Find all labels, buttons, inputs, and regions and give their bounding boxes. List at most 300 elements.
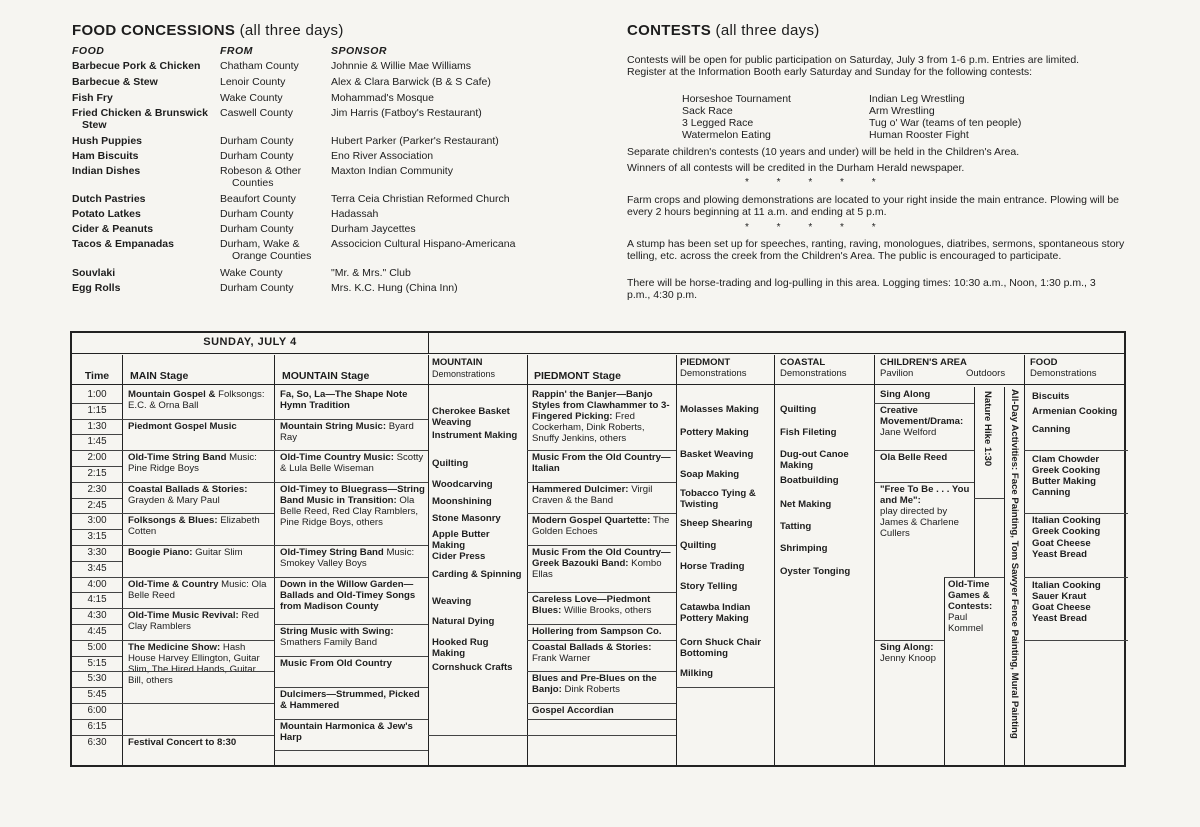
time-slot: 1:15: [87, 404, 107, 416]
children-sing-along-2-title: Sing Along:: [880, 641, 934, 653]
cell-divider: [274, 419, 428, 420]
contests-intro: Contests will be open for public participation on Saturday, July 3 from 1-6 p.m. Entries are limited. Register at the Information Booth early Saturday and Sunday for the following contests:: [627, 54, 1080, 78]
piedmont-stage-act-performers: Frank Warner: [532, 652, 591, 664]
time-slot: 3:15: [87, 531, 107, 543]
contests-children: Separate children's contests (10 years and under) will be held in the Children's Area.: [627, 146, 1020, 158]
time-row-line: [72, 419, 122, 420]
cell-divider: [274, 687, 428, 688]
contest-item: Watermelon Eating: [682, 129, 771, 141]
food-from: Durham County: [220, 135, 294, 147]
main-stage-act-title: Folksongs & Blues:: [128, 515, 218, 527]
food-demo-item: Greek Cooking: [1032, 464, 1101, 476]
cell-divider: [527, 482, 676, 483]
main-stage-act-performers: Music: Pine Ridge Boys: [128, 452, 257, 475]
mountain-demo-item: Cider Press: [432, 551, 486, 563]
piedmont-stage-act-title: Music From the Old Country—Italian: [532, 452, 671, 475]
food-name: Fried Chicken & Brunswick Stew: [72, 107, 208, 131]
time-row-line: [72, 592, 122, 593]
time-row-line: [72, 671, 122, 672]
time-row-line: [72, 687, 122, 688]
food-demo-item: Armenian Cooking: [1032, 406, 1118, 418]
mountain-stage-act-title: Mountain String Music:: [280, 420, 387, 432]
mountain-demo-item: Cherokee Basket Weaving: [432, 405, 510, 428]
main-stage-act-title: Coastal Ballads & Stories:: [128, 483, 248, 495]
food-sponsor: Jim Harris (Fatboy's Restaurant): [331, 107, 482, 119]
time-slot: 3:45: [87, 562, 107, 574]
time-row-line: [72, 450, 122, 451]
food-name: Barbecue Pork & Chicken: [72, 60, 201, 72]
time-row-line: [72, 513, 122, 514]
food-name: Barbecue & Stew: [72, 76, 158, 88]
mountain-stage-act: [280, 579, 426, 612]
mountain-stage-act-title: Old-Timey String Band: [280, 547, 384, 558]
hdr-coastal-2: Demonstrations: [780, 367, 847, 379]
cell-divider: [122, 482, 274, 483]
children-old-time-games: [948, 579, 1004, 634]
cell-divider: [274, 750, 428, 751]
time-slot: 5:45: [87, 689, 107, 701]
main-stage-act-title: Old-Time & Country: [128, 578, 219, 590]
time-slot: 2:45: [87, 499, 107, 511]
hdr-children-outdoors: Outdoors: [966, 367, 1006, 379]
children-sub-divider: [974, 387, 975, 577]
mountain-demo-item: Stone Masonry: [432, 513, 501, 525]
cell-divider: [122, 450, 274, 451]
contests-title-text: CONTESTS: [627, 22, 712, 39]
time-slot: 2:15: [87, 468, 107, 479]
cell-divider: [974, 498, 1004, 499]
cell-divider: [527, 545, 676, 546]
time-slot: 4:30: [87, 610, 107, 622]
title-divider: [72, 353, 1124, 354]
main-stage-act-performers: Guitar Slim: [195, 547, 243, 558]
food-demo-item: Butter Making: [1032, 475, 1096, 487]
piedmont-stage-act: [532, 484, 674, 506]
time-slot: 6:30: [87, 736, 107, 748]
food-demo-item: Goat Cheese: [1032, 602, 1091, 614]
time-row-line: [72, 561, 122, 562]
time-row-line: [72, 624, 122, 625]
main-stage-act-title: Piedmont Gospel Music: [128, 420, 237, 432]
mountain-stage-act-title: Down in the Willow Garden—Ballads and Old-Timey Songs from Madison County: [280, 578, 416, 612]
time-slot: 6:15: [87, 720, 107, 732]
time-row-line: [72, 703, 122, 704]
contests-title: [627, 22, 820, 39]
contests-farm: Farm crops and plowing demonstrations are located to your right inside the main entrance. Plowing will be every 2 hours beginning at 11 a.m. and ending at 5 p.m.: [627, 194, 1120, 218]
coastal-demo-item: Oyster Tonging: [780, 565, 851, 577]
cell-divider: [122, 703, 274, 704]
contest-item: Human Rooster Fight: [869, 129, 969, 141]
mountain-demo-item: Natural Dying: [432, 616, 495, 628]
mountain-stage-act: [280, 547, 426, 569]
cell-divider: [274, 624, 428, 625]
from-col-header: FROM: [220, 45, 253, 57]
mountain-demo-item: Woodcarving: [432, 478, 493, 490]
col-divider: [676, 355, 677, 765]
time-slot: 5:30: [87, 673, 107, 685]
mountain-stage-act-performers: Scotty & Lula Belle Wiseman: [280, 452, 424, 475]
mountain-stage-act: [280, 689, 426, 711]
piedmont-demo-item: Catawba Indian Pottery Making: [680, 601, 751, 624]
cell-divider: [944, 577, 1004, 578]
children-free-to-be-title: "Free To Be . . . You and Me":: [880, 483, 970, 506]
hdr-pd-demo-1: PIEDMONT: [680, 357, 731, 368]
food-name: Hush Puppies: [72, 135, 143, 147]
mountain-stage-act-performers: Ola Belle Reed, Red Clay Ramblers, Pine Ridge Boys, others: [280, 494, 419, 528]
time-row-line: [72, 498, 122, 499]
food-sponsor: Associcion Cultural Hispano-Americana: [331, 238, 516, 250]
cell-divider: [527, 624, 676, 625]
cell-divider: [874, 450, 974, 451]
hdr-coastal-1: COASTAL: [780, 357, 826, 368]
mountain-stage-act-performers: Music: Smokey Valley Boys: [280, 547, 415, 569]
coastal-demo-item: Tatting: [780, 521, 812, 533]
time-row-line: [72, 482, 122, 483]
cell-divider: [1024, 577, 1128, 578]
piedmont-stage-act: [532, 642, 674, 664]
mountain-stage-act: [280, 421, 426, 443]
coastal-demo-item: Net Making: [780, 499, 832, 511]
piedmont-stage-act-title: Hammered Dulcimer:: [532, 483, 629, 495]
piedmont-stage-act: [532, 673, 674, 695]
cell-divider: [122, 577, 274, 578]
mountain-demo-item: Instrument Making: [432, 429, 518, 441]
piedmont-demo-item: Horse Trading: [680, 560, 745, 572]
children-sing-along-title: Sing Along: [880, 389, 931, 400]
cell-divider: [274, 545, 428, 546]
schedule-table: [70, 331, 1126, 767]
cell-divider: [527, 671, 676, 672]
children-creative-title: Creative Movement/Drama:: [880, 404, 964, 427]
food-from: Robeson & Other Counties: [220, 165, 302, 189]
hdr-children-pavilion: Pavilion: [880, 367, 914, 379]
col-divider: [1024, 355, 1025, 765]
piedmont-stage-act-title: Careless Love—Piedmont Blues:: [532, 594, 651, 617]
food-demo-item: Sauer Kraut: [1032, 591, 1087, 603]
cell-divider: [1024, 640, 1128, 641]
food-sponsor: Hubert Parker (Parker's Restaurant): [331, 135, 499, 147]
cell-divider: [874, 640, 944, 641]
cell-divider: [122, 640, 274, 641]
main-stage-act-performers: Hash House Harvey Ellington, Guitar Slim, The Hired Hands, Guitar Bill, others: [128, 641, 260, 686]
mountain-demo-item: Apple Butter Making: [432, 529, 490, 552]
food-title-sub: (all three days): [239, 22, 344, 39]
piedmont-stage-act: [532, 547, 674, 580]
mountain-stage-act-title: Fa, So, La—The Shape Note Hymn Tradition: [280, 389, 408, 411]
contests-stump: A stump has been set up for speeches, ranting, raving, monologues, diatribes, sermons, spontaneous story telling, etc. across the creek from the Children's Area. The public is encouraged to participate.: [627, 238, 1125, 262]
piedmont-stage-act: [532, 452, 674, 474]
food-demo-item: Italian Cooking: [1032, 580, 1101, 592]
mountain-stage-act-title: Old-Time Country Music:: [280, 452, 394, 464]
mountain-stage-act: [280, 452, 426, 474]
piedmont-stage-act: [532, 626, 674, 637]
food-sponsor: Eno River Association: [331, 150, 434, 162]
time-slot: 6:00: [87, 705, 107, 716]
cell-divider: [527, 735, 676, 736]
mountain-stage-act: [280, 721, 426, 743]
food-from: Beaufort County: [220, 193, 296, 205]
cell-divider: [122, 735, 274, 736]
food-sponsor: Johnnie & Willie Mae Williams: [331, 60, 472, 72]
main-stage-act-title: Old-Time Music Revival:: [128, 610, 239, 622]
piedmont-demo-item: Pottery Making: [680, 426, 749, 438]
cell-divider: [274, 482, 428, 483]
hdr-food-2: Demonstrations: [1030, 367, 1097, 379]
contests-title-sub: (all three days): [715, 22, 820, 39]
time-row-line: [72, 640, 122, 641]
time-slot: 4:00: [87, 578, 107, 590]
food-name: Cider & Peanuts: [72, 223, 154, 235]
piedmont-stage-act-performers: Kombo Ellas: [532, 558, 662, 580]
time-row-line: [72, 719, 122, 720]
cell-divider: [274, 719, 428, 720]
piedmont-stage-act-title: Blues and Pre-Blues on the Banjo:: [532, 673, 657, 696]
main-stage-act: [128, 389, 272, 411]
hdr-mtn-demo-1: MOUNTAIN: [432, 357, 483, 368]
cell-divider: [527, 592, 676, 593]
main-stage-act-title: Festival Concert to 8:30: [128, 736, 237, 748]
children-sub-divider: [944, 577, 945, 765]
food-from: Durham County: [220, 282, 294, 294]
mountain-stage-act-performers: Byard Ray: [280, 420, 414, 443]
cell-divider: [1024, 513, 1128, 514]
time-slot: 4:45: [87, 626, 107, 637]
hdr-time: Time: [84, 370, 110, 382]
food-name: Indian Dishes: [72, 165, 141, 177]
main-stage-act: [128, 737, 272, 748]
piedmont-stage-act-performers: Fred Cockerham, Dink Roberts, Snuffy Jenkins, others: [532, 411, 645, 444]
contests-list-right: [869, 93, 1119, 141]
piedmont-stage-act-performers: The Golden Echoes: [532, 515, 670, 538]
cell-divider: [122, 608, 274, 609]
contest-item: Sack Race: [682, 105, 733, 117]
children-free-to-be: [880, 484, 972, 539]
mountain-stage-act-performers: Smathers Family Band: [280, 637, 378, 648]
mountain-stage-act-title: String Music with Swing:: [280, 626, 394, 637]
children-creative: [880, 405, 972, 438]
piedmont-stage-act-title: Gospel Accordian: [532, 705, 614, 716]
mountain-stage-act: [280, 389, 426, 411]
food-demo-item: Yeast Bread: [1032, 613, 1087, 625]
hdr-children: [880, 358, 1022, 379]
piedmont-stage-act-performers: Dink Roberts: [564, 684, 620, 696]
mountain-stage-act-title: Old-Timey to Bluegrass—String Band Music in Transition:: [280, 483, 425, 506]
main-stage-act-title: Boogie Piano:: [128, 547, 193, 558]
col-divider: [274, 355, 275, 765]
piedmont-stage-act: [532, 515, 674, 537]
children-free-to-be-who: play directed by James & Charlene Cullers: [880, 505, 959, 539]
contests-list-left: [682, 93, 862, 141]
hdr-mountain: MOUNTAIN Stage: [282, 370, 370, 382]
piedmont-stage-act: [532, 594, 674, 616]
children-old-time-games-title: Old-Time Games & Contests:: [948, 578, 993, 612]
main-stage-act: [128, 421, 272, 432]
main-stage-act: [128, 579, 272, 601]
contest-item: 3 Legged Race: [682, 117, 754, 129]
hdr-piedmont: PIEDMONT Stage: [534, 370, 621, 382]
food-name: Ham Biscuits: [72, 150, 139, 162]
cell-divider: [676, 687, 774, 688]
mountain-demo-item: Hooked Rug Making: [432, 636, 489, 659]
time-row-line: [72, 403, 122, 404]
mountain-stage-act: [280, 658, 426, 669]
cell-divider: [527, 450, 676, 451]
hdr-pd-demo-2: Demonstrations: [680, 367, 747, 379]
mountain-demo-item: Moonshining: [432, 496, 492, 508]
time-slot: 4:15: [87, 594, 107, 606]
hdr-children-1: CHILDREN'S AREA: [880, 357, 967, 368]
cell-divider: [122, 419, 274, 420]
food-sponsor: Alex & Clara Barwick (B & S Cafe): [331, 76, 491, 88]
time-row-line: [72, 545, 122, 546]
food-sponsor: Hadassah: [331, 208, 379, 220]
food-demo-item: Biscuits: [1032, 390, 1070, 402]
time-slot: 2:00: [87, 452, 107, 464]
main-stage-act: [128, 515, 272, 537]
children-ola-belle: [880, 452, 972, 463]
time-row-line: [72, 735, 122, 736]
mountain-stage-act-title: Music From Old Country: [280, 657, 392, 669]
time-row-line: [72, 608, 122, 609]
main-stage-act: [128, 642, 272, 686]
hdr-mtn-demo-2: Demonstrations: [432, 368, 496, 379]
hdr-pd-demo: [680, 358, 747, 379]
piedmont-stage-act: [532, 705, 674, 716]
star-divider: * * * * *: [745, 222, 876, 233]
main-stage-act: [128, 484, 272, 506]
children-sub-divider: [1004, 387, 1005, 765]
piedmont-stage-act-title: Rappin' the Banjer—Banjo Styles from Clawhammer to 3-Fingered Picking:: [532, 389, 670, 422]
cell-divider: [274, 577, 428, 578]
food-from: Durham County: [220, 208, 294, 220]
hdr-food: [1030, 358, 1097, 379]
food-demo-item: Clam Chowder: [1032, 453, 1100, 465]
piedmont-demo-item: Sheep Shearing: [680, 518, 753, 530]
food-demo-item: Italian Cooking: [1032, 515, 1101, 527]
cell-divider: [874, 403, 974, 404]
hdr-mtn-demo: [432, 358, 495, 379]
piedmont-stage-act: [532, 389, 674, 444]
food-sponsor: Mrs. K.C. Hung (China Inn): [331, 282, 458, 294]
food-sponsor: Mohammad's Mosque: [331, 92, 434, 104]
mountain-stage-act-title: Dulcimers—Strummed, Picked & Hammered: [280, 689, 420, 712]
food-name: Souvlaki: [72, 267, 116, 279]
cell-divider: [1024, 450, 1128, 451]
food-from: Lenoir County: [220, 76, 286, 88]
main-stage-act: [128, 547, 272, 558]
food-from: Durham County: [220, 150, 294, 162]
time-row-line: [72, 656, 122, 657]
coastal-demo-item: Boatbuilding: [780, 475, 839, 487]
contest-item: Indian Leg Wrestling: [869, 93, 965, 105]
food-from: Durham, Wake & Orange Counties: [220, 238, 312, 262]
piedmont-demo-item: Soap Making: [680, 469, 740, 481]
cell-divider: [274, 450, 428, 451]
time-row-line: [72, 529, 122, 530]
children-sing-along-2: [880, 642, 950, 664]
main-stage-act-performers: Red Clay Ramblers: [128, 610, 259, 633]
children-old-time-games-who: Paul Kommel: [948, 611, 984, 634]
hdr-food-1: FOOD: [1030, 357, 1058, 368]
children-sing-along-2-who: Jenny Knoop: [880, 652, 937, 664]
piedmont-stage-act-title: Hollering from Sampson Co.: [532, 626, 662, 637]
piedmont-demo-item: Milking: [680, 668, 714, 680]
piedmont-stage-act-title: Coastal Ballads & Stories:: [532, 641, 652, 653]
food-concessions-title: [72, 22, 344, 39]
main-stage-act-title: Old-Time String Band: [128, 452, 227, 464]
piedmont-stage-act-title: Music From the Old Country—Greek Bazouki Band:: [532, 547, 671, 569]
food-from: Caswell County: [220, 107, 293, 119]
contest-item: Tug o' War (teams of ten people): [869, 117, 1022, 129]
contest-item: Horseshoe Tournament: [682, 93, 791, 105]
contest-item: Arm Wrestling: [869, 105, 935, 117]
food-demo-item: Canning: [1032, 486, 1071, 498]
cell-divider: [122, 545, 274, 546]
time-slot: 2:30: [87, 483, 107, 495]
piedmont-demo-item: Quilting: [680, 540, 717, 552]
title-divider-v: [428, 333, 429, 354]
cell-divider: [527, 703, 676, 704]
piedmont-stage-act-performers: Virgil Craven & the Band: [532, 483, 653, 506]
header-divider: [72, 384, 1124, 385]
schedule-day-title: SUNDAY, JULY 4: [203, 336, 297, 348]
food-demo-item: Canning: [1032, 423, 1071, 435]
food-name: Fish Fry: [72, 92, 113, 104]
main-stage-act-performers: Music: Ola Belle Reed: [128, 578, 267, 601]
mountain-stage-act-title: Mountain Harmonica & Jew's Harp: [280, 720, 413, 743]
time-slot: 3:30: [87, 547, 107, 558]
mountain-demo-item: Cornshuck Crafts: [432, 661, 513, 673]
cell-divider: [274, 656, 428, 657]
time-slot: 1:30: [87, 420, 107, 432]
mountain-stage-act: [280, 626, 426, 648]
contests-winners: Winners of all contests will be credited in the Durham Herald newspaper.: [627, 162, 965, 174]
cell-divider: [428, 735, 527, 736]
col-divider: [428, 355, 429, 765]
food-name: Dutch Pastries: [72, 193, 146, 205]
contests-horse: There will be horse-trading and log-pulling in this area. Logging times: 10:30 a.m., Noon, 1:30 p.m., 3 p.m., 4:30 p.m.: [627, 277, 1096, 301]
piedmont-demo-item: Tobacco Tying & Twisting: [680, 488, 756, 511]
main-stage-act-performers: Elizabeth Cotten: [128, 515, 260, 538]
piedmont-demo-item: Story Telling: [680, 581, 738, 593]
food-name: Tacos & Empanadas: [72, 238, 174, 250]
main-stage-act-title: The Medicine Show:: [128, 641, 221, 653]
time-slot: 1:45: [87, 436, 107, 448]
star-divider: * * * * *: [745, 177, 876, 188]
coastal-demo-item: Quilting: [780, 404, 817, 416]
coastal-demo-item: Fish Fileting: [780, 426, 837, 438]
main-stage-act-performers: Grayden & Mary Paul: [128, 494, 220, 506]
food-col-header: FOOD: [72, 45, 105, 57]
food-name: Potato Latkes: [72, 208, 141, 220]
food-sponsor: "Mr. & Mrs." Club: [331, 267, 411, 279]
col-divider: [774, 355, 775, 765]
food-demo-item: Goat Cheese: [1032, 537, 1091, 549]
mountain-demo-item: Carding & Spinning: [432, 568, 522, 580]
piedmont-stage-act-performers: Willie Brooks, others: [564, 605, 652, 617]
food-from: Chatham County: [220, 60, 299, 72]
time-slot: 1:00: [87, 389, 107, 400]
cell-divider: [527, 719, 676, 720]
sponsor-col-header: SPONSOR: [331, 45, 388, 57]
food-demo-item: Yeast Bread: [1032, 548, 1087, 560]
coastal-demo-item: Shrimping: [780, 543, 828, 555]
main-stage-act: [128, 610, 272, 632]
children-sing-along: [880, 389, 976, 400]
time-slot: 5:15: [87, 657, 107, 669]
main-stage-act-title: Mountain Gospel &: [128, 389, 216, 400]
food-name: Egg Rolls: [72, 282, 121, 294]
